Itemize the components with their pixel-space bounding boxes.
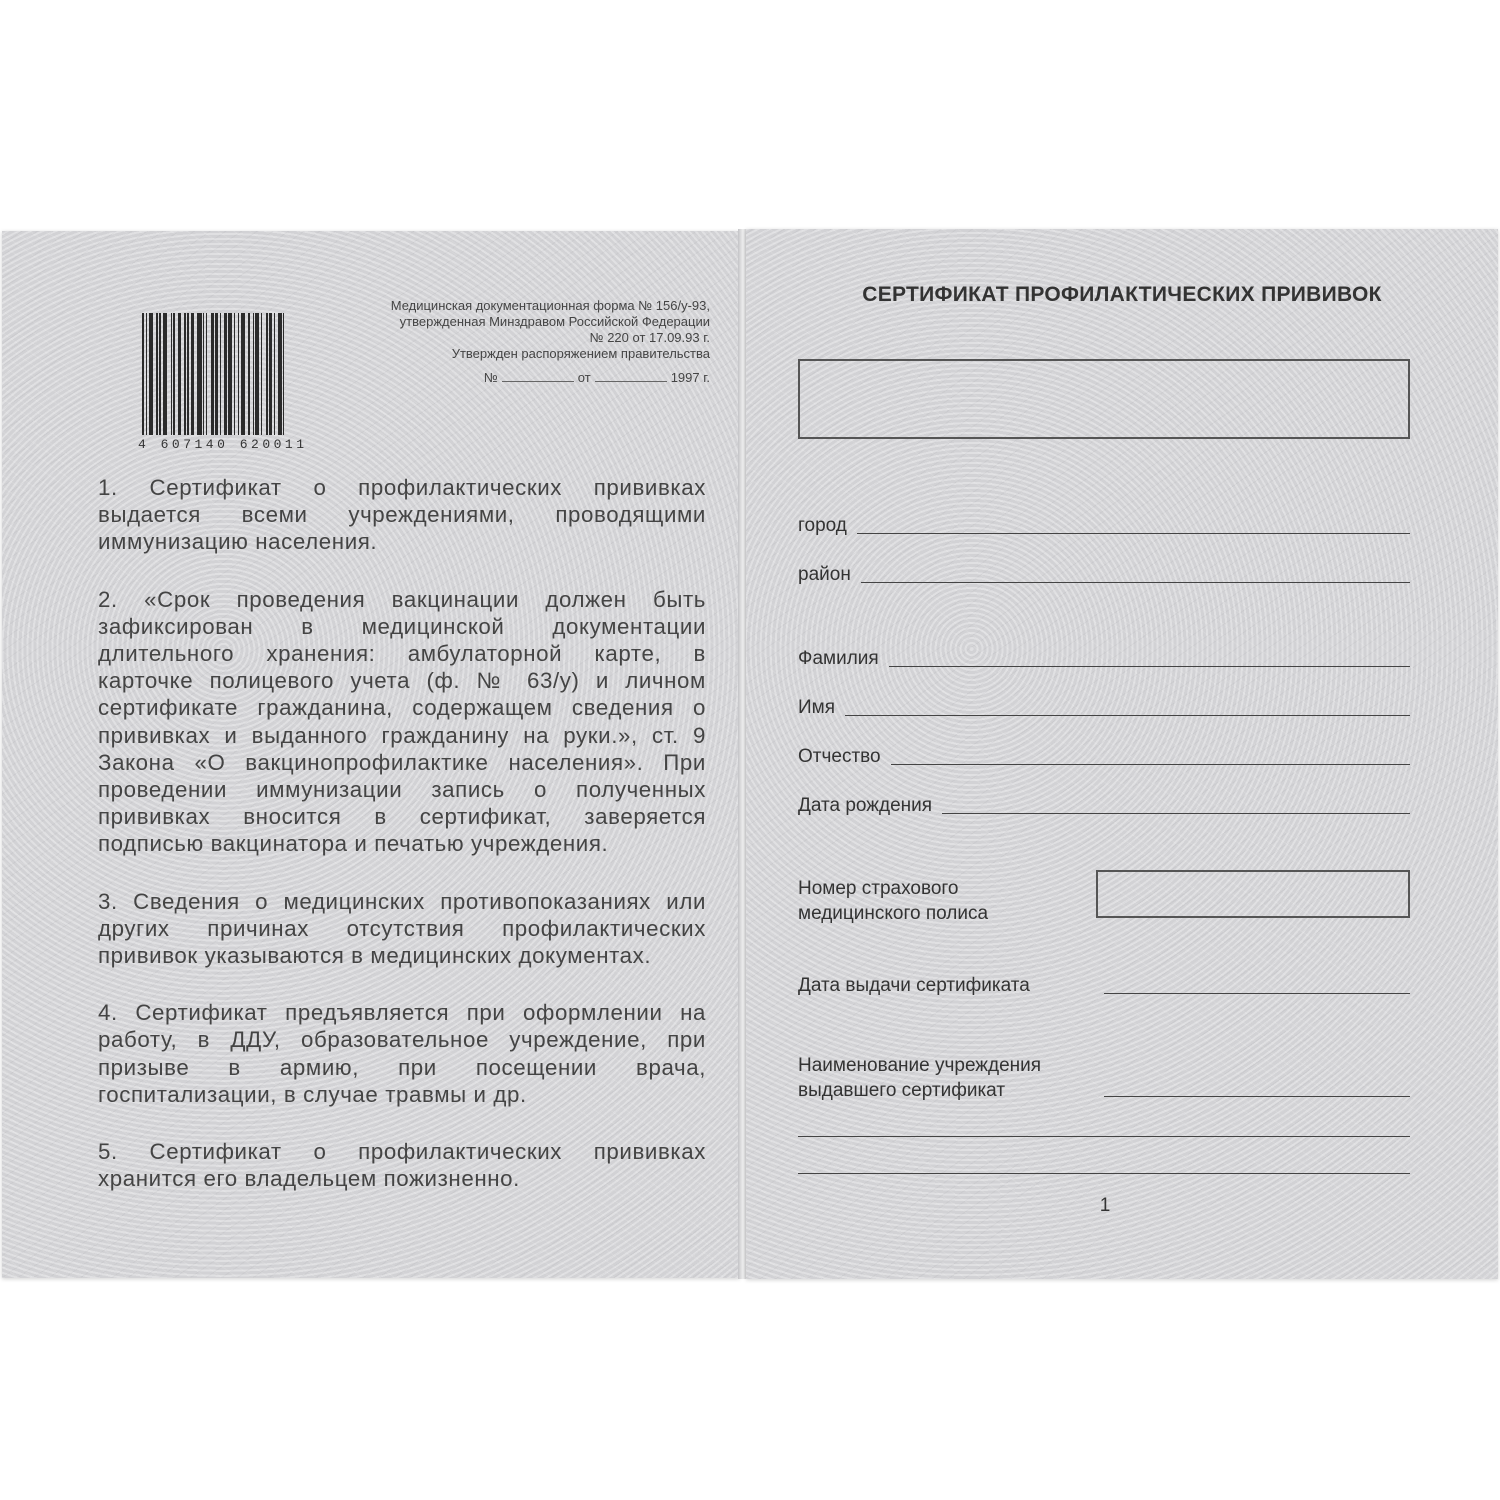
city-line[interactable] — [857, 533, 1410, 534]
barcode-bar — [255, 313, 259, 435]
instruction-paragraph: 1. Сертификат о профилактических прививках выдается всеми учреждениями, проводящими иммунизацию населения. — [98, 475, 706, 555]
barcode-bar — [274, 313, 275, 435]
barcode-bar — [142, 313, 144, 435]
barcode-bar — [203, 313, 204, 435]
barcode-bar — [173, 313, 175, 435]
form-info-line: № 220 от 17.09.93 г. — [589, 330, 710, 345]
barcode-bar — [215, 313, 217, 435]
barcode-bar — [163, 313, 168, 435]
barcode-number: 4 607140 620011 — [138, 437, 308, 452]
order-year: 1997 г. — [670, 370, 710, 385]
order-number-blank[interactable] — [502, 381, 574, 382]
instructions-text — [98, 474, 706, 1222]
barcode-bar — [156, 313, 158, 435]
form-info-line: Медицинская документационная форма № 156/у-93, — [390, 298, 710, 313]
surname-field[interactable] — [798, 648, 1410, 670]
barcode-bar — [283, 313, 284, 435]
city-label: город — [798, 515, 847, 536]
city-field[interactable] — [798, 515, 1410, 537]
policy-label — [798, 876, 988, 926]
barcode-bar — [171, 313, 172, 435]
form-info-line: Утвержден распоряжением правительства — [451, 346, 710, 361]
barcode — [138, 313, 322, 452]
barcode-bar — [149, 313, 153, 435]
barcode-bar — [184, 313, 185, 435]
barcode-bar — [269, 313, 271, 435]
barcode-bar — [248, 313, 250, 435]
surname-label: Фамилия — [798, 648, 879, 669]
right-page — [746, 229, 1498, 1279]
birth-date-field[interactable] — [798, 795, 1410, 817]
form-info — [330, 298, 710, 386]
birth-date-label: Дата рождения — [798, 795, 933, 816]
order-number-label: № — [483, 370, 498, 385]
institution-label-line: Наименование учреждения — [798, 1055, 1042, 1076]
barcode-bar — [187, 313, 189, 435]
order-date-blank[interactable] — [595, 381, 667, 382]
surname-line[interactable] — [889, 666, 1410, 667]
barcode-bar — [159, 313, 160, 435]
order-date-label: от — [577, 370, 591, 385]
barcode-bar — [253, 313, 254, 435]
page-number: 1 — [1099, 1195, 1111, 1216]
district-label: район — [798, 564, 851, 585]
barcode-bar — [146, 313, 147, 435]
patronymic-field[interactable] — [798, 746, 1410, 768]
name-field[interactable] — [798, 697, 1410, 719]
barcode-bar — [228, 313, 232, 435]
barcode-bar — [191, 313, 193, 435]
policy-label-line: Номер страхового — [798, 878, 959, 899]
institution-line[interactable] — [1104, 1096, 1410, 1097]
order-number-line — [330, 370, 710, 386]
header-entry-box[interactable] — [798, 359, 1410, 439]
barcode-bar — [224, 313, 226, 435]
district-line[interactable] — [861, 582, 1410, 583]
barcode-bar — [241, 313, 246, 435]
instruction-paragraph: 3. Сведения о медицинских противопоказаниях или других причинах отсутствия профилактических прививок указываются в медицинских документах. — [98, 888, 706, 969]
policy-number-box[interactable] — [1096, 870, 1410, 918]
name-label: Имя — [798, 697, 836, 718]
barcode-bar — [266, 313, 268, 435]
barcode-bar — [278, 313, 282, 435]
district-field[interactable] — [798, 564, 1410, 586]
left-page — [2, 231, 740, 1278]
barcode-bar — [211, 313, 215, 435]
institution-label — [798, 1053, 1041, 1103]
institution-line[interactable] — [798, 1173, 1410, 1174]
policy-label-line: медицинского полиса — [798, 903, 989, 924]
issue-date-label: Дата выдачи сертификата — [798, 975, 1030, 996]
institution-label-line: выдавшего сертификат — [798, 1080, 1006, 1101]
instruction-paragraph: 4. Сертификат предъявляется при оформлении на работу, в ДДУ, образовательное учреждение, при призыве в армию, при посещении врача, госпитализации, в случае травмы и др. — [98, 1000, 706, 1107]
barcode-bar — [238, 313, 239, 435]
issue-date-line[interactable] — [1104, 993, 1410, 994]
barcode-bar — [206, 313, 207, 435]
barcode-bar — [234, 313, 235, 435]
name-line[interactable] — [845, 715, 1410, 716]
certificate-title: СЕРТИФИКАТ ПРОФИЛАКТИЧЕСКИХ ПРИВИВОК — [862, 283, 1382, 306]
barcode-bar — [197, 313, 202, 435]
instruction-paragraph: 2. «Срок проведения вакцинации должен быть зафиксирован в медицинской документации длительного хранения: амбулаторной карте, в карточке полицевого учета (ф. № 63/у) и личном сертификате гражданина, содержащем сведения о прививках и выданного гражданину на руки.», ст. 9 Закона «О вакцинопрофилактике населения». При проведении иммунизации запись о полученных прививках вносится в сертификат, заверяется подписью вакцинатора и печатью учреждения. — [98, 586, 706, 857]
patronymic-label: Отчество — [798, 746, 881, 767]
form-info-line: утвержденная Минздравом Российской Федерации — [399, 314, 710, 329]
barcode-bars — [142, 313, 322, 435]
barcode-bar — [220, 313, 221, 435]
patronymic-line[interactable] — [891, 764, 1410, 765]
birth-date-line[interactable] — [942, 813, 1410, 814]
barcode-bar — [261, 313, 262, 435]
instruction-paragraph: 5. Сертификат о профилактических прививках хранится его владельцем пожизненно. — [98, 1139, 706, 1192]
institution-line[interactable] — [798, 1136, 1410, 1137]
barcode-bar — [178, 313, 182, 435]
